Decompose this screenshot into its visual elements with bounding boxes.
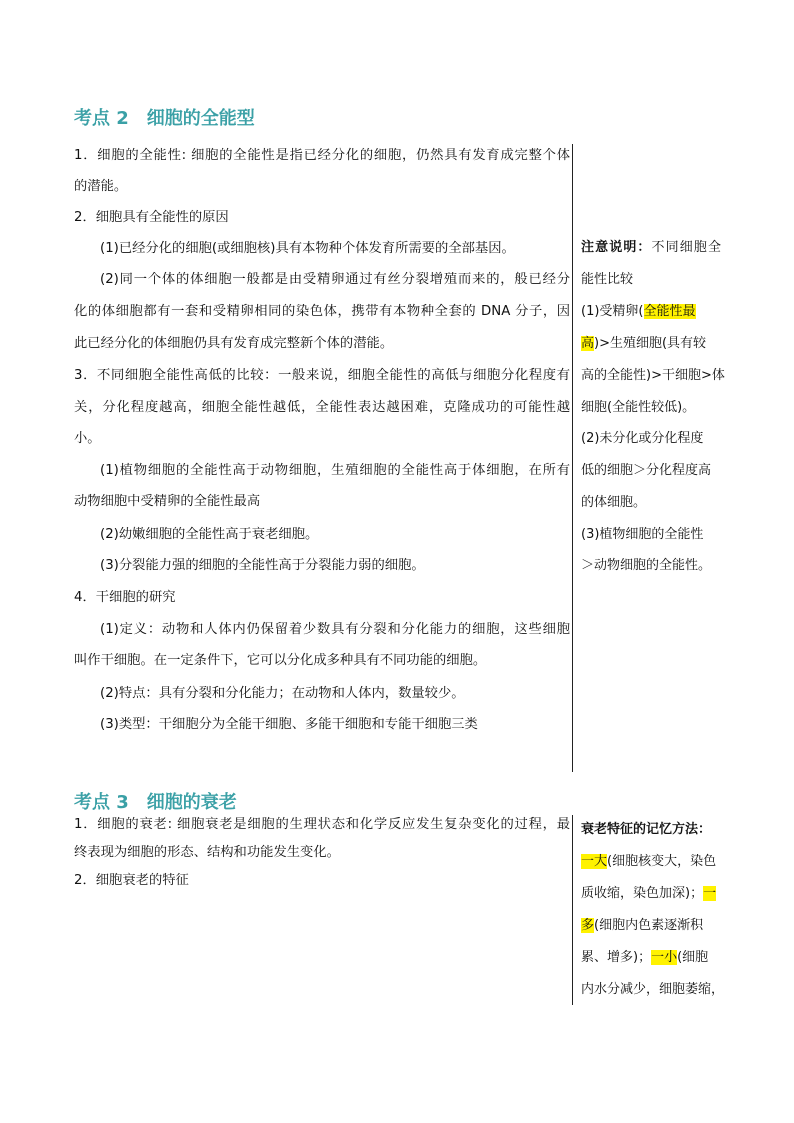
section-title: 细胞的衰老 xyxy=(146,792,237,813)
note-text: )>生殖细胞(具有较 xyxy=(594,336,707,351)
paragraph-line: 终表现为细胞的形态、结构和功能发生变化。 xyxy=(74,845,340,860)
section-heading-3 xyxy=(74,788,237,814)
side-note-line xyxy=(581,334,706,354)
side-note-line xyxy=(581,948,708,968)
note-text: (细胞核变大，染色 xyxy=(607,854,717,869)
side-note-line xyxy=(581,884,716,904)
side-note-line: 内水分减少，细胞萎缩， xyxy=(581,982,725,997)
side-note-line: 的体细胞。 xyxy=(581,495,647,510)
paragraph-line: (1)植物细胞的全能性高于动物细胞，生殖细胞的全能性高于体细胞，在所有 xyxy=(100,463,570,478)
highlight-text: 多 xyxy=(581,918,595,933)
paragraph-line: 动物细胞中受精卵的全能性最高 xyxy=(74,494,261,509)
highlight-text: 一大 xyxy=(581,854,608,869)
note-text: (细胞 xyxy=(677,950,709,965)
side-note-line xyxy=(581,852,716,872)
note-text: 不同细胞全 xyxy=(651,240,721,255)
paragraph-line: (2)幼嫩细胞的全能性高于衰老细胞。 xyxy=(100,527,319,542)
paragraph-line: 1．细胞的衰老: 细胞衰老是细胞的生理状态和化学反应发生复杂变化的过程，最 xyxy=(74,817,570,832)
section-number: 考点 2 xyxy=(74,108,129,129)
note-text: (细胞内色素逐渐积 xyxy=(594,918,704,933)
note-text: (1)受精卵( xyxy=(581,304,644,319)
paragraph-line: 小。 xyxy=(74,431,101,446)
paragraph-line: 4．干细胞的研究 xyxy=(74,590,176,605)
section-number: 考点 3 xyxy=(74,792,129,813)
side-note-line: (3)植物细胞的全能性 xyxy=(581,527,704,542)
paragraph-line: (1)定义：动物和人体内仍保留着少数具有分裂和分化能力的细胞，这些细胞 xyxy=(100,622,570,637)
note-label: 注意说明： xyxy=(581,240,652,255)
note-text: 质收缩，染色加深)； xyxy=(581,886,704,901)
paragraph-line: 2．细胞衰老的特征 xyxy=(74,873,189,888)
side-note-line: 高的全能性)>干细胞>体 xyxy=(581,368,725,383)
side-note-line: ＞动物细胞的全能性。 xyxy=(581,558,712,573)
side-note-line: (2)未分化或分化程度 xyxy=(581,431,704,446)
highlight-text: 全能性最 xyxy=(643,304,696,319)
paragraph-line: 化的体细胞都有一套和受精卵相同的染色体，携带有本物种全套的 DNA 分子，因 xyxy=(74,304,570,319)
highlight-text: 一 xyxy=(703,886,717,901)
paragraph-line: 叫作干细胞。在一定条件下，它可以分化成多种具有不同功能的细胞。 xyxy=(74,653,487,668)
paragraph-line: (3)分裂能力强的细胞的全能性高于分裂能力弱的细胞。 xyxy=(100,558,425,573)
side-note-line: 低的细胞＞分化程度高 xyxy=(581,463,712,478)
side-note-title: 衰老特征的记忆方法： xyxy=(581,822,712,837)
side-note-line xyxy=(581,238,721,258)
column-divider xyxy=(572,815,573,1005)
paragraph-line: (2)同一个体的体细胞一般都是由受精卵通过有丝分裂增殖而来的，般已经分 xyxy=(100,272,570,287)
paragraph-line: 1．细胞的全能性: 细胞的全能性是指已经分化的细胞，仍然具有发育成完整个体 xyxy=(74,148,570,163)
paragraph-line: 关，分化程度越高，细胞全能性越低，全能性表达越困难，克隆成功的可能性越 xyxy=(74,400,570,415)
paragraph-line: (2)特点：具有分裂和分化能力；在动物和人体内，数量较少。 xyxy=(100,686,465,701)
paragraph-line: 的潜能。 xyxy=(74,179,128,194)
side-note-line xyxy=(581,916,703,936)
paragraph-line: 3．不同细胞全能性高低的比较：一般来说，细胞全能性的高低与细胞分化程度有 xyxy=(74,368,570,383)
side-note-line: 细胞(全能性较低)。 xyxy=(581,400,696,415)
paragraph-line: 此已经分化的体细胞仍具有发育成完整新个体的潜能。 xyxy=(74,336,394,351)
note-text: 累、增多)； xyxy=(581,950,652,965)
section-title: 细胞的全能型 xyxy=(146,108,255,129)
paragraph-line: (1)已经分化的细胞(或细胞核)具有本物种个体发育所需要的全部基因。 xyxy=(100,241,515,256)
side-note-line xyxy=(581,302,696,322)
paragraph-line: 2．细胞具有全能性的原因 xyxy=(74,210,229,225)
section-heading-2 xyxy=(74,104,255,130)
side-note-line: 能性比较 xyxy=(581,272,634,287)
paragraph-line: (3)类型：干细胞分为全能干细胞、多能干细胞和专能干细胞三类 xyxy=(100,717,478,732)
highlight-text: 高 xyxy=(581,336,595,351)
highlight-text: 一小 xyxy=(651,950,678,965)
column-divider xyxy=(572,144,573,772)
